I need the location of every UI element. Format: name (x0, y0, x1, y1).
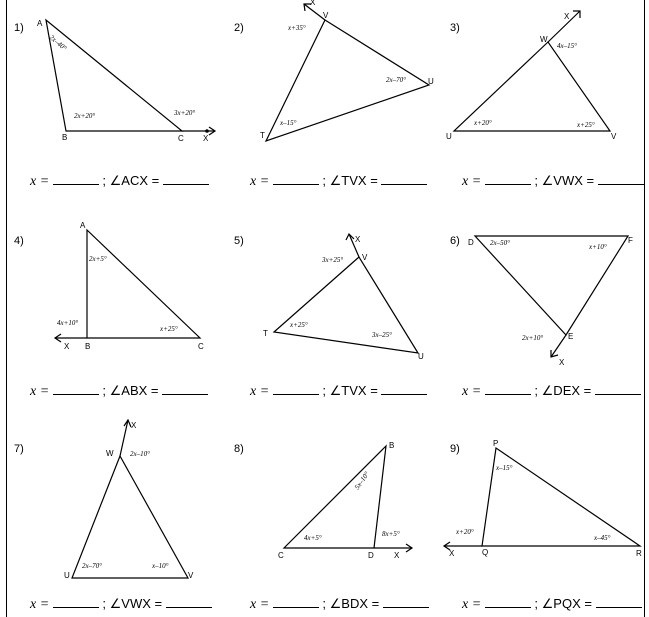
x-answer-blank[interactable] (53, 383, 99, 395)
vertex-A: A (80, 221, 86, 230)
vertex-E: E (568, 332, 574, 341)
angle-U-expression: 2x–70° (82, 562, 102, 570)
x-label: x = (250, 384, 270, 399)
vertex-D: D (368, 551, 374, 560)
vertex-V: V (362, 253, 368, 262)
vertex-U: U (418, 352, 424, 361)
triangle-diagram (432, 0, 644, 200)
vertex-W: W (106, 449, 114, 458)
angle-F-expression: x+10° (589, 243, 607, 251)
angle-A-expression: 2x–40° (47, 33, 69, 53)
angle-label: ; ∠TVX = (322, 383, 378, 398)
angle-P-expression: x–15° (496, 464, 513, 472)
angle-C-expression: 4x+5° (304, 534, 322, 542)
answer-line (250, 173, 427, 190)
problem-6 (432, 210, 644, 410)
triangle-diagram (216, 410, 432, 617)
triangle-diagram (432, 410, 644, 617)
vertex-C: C (278, 551, 284, 560)
angle-V-exterior-expression: 3x+25° (322, 256, 344, 264)
angle-R-expression: x–45° (594, 534, 611, 542)
vertex-A: A (37, 19, 43, 28)
angle-label: ; ∠VWX = (534, 173, 595, 188)
angle-B-expression: 5x–10° (353, 470, 372, 492)
angle-label: ; ∠PQX = (534, 596, 592, 611)
x-label: x = (462, 384, 482, 399)
angle-U-expression: x+20° (474, 119, 492, 127)
vertex-X: X (131, 421, 137, 430)
problem-number: 2) (234, 22, 244, 34)
vertex-R: R (636, 549, 642, 558)
angle-answer-blank[interactable] (381, 173, 427, 185)
vertex-W: W (540, 35, 548, 44)
vertex-X: X (564, 12, 570, 21)
answer-line (462, 596, 642, 613)
problem-number: 5) (234, 235, 244, 247)
problem-number: 3) (450, 22, 460, 34)
angle-V-expression: x+25° (577, 121, 595, 129)
vertex-Q: Q (482, 548, 489, 557)
problem-number: 9) (450, 443, 460, 455)
angle-answer-blank[interactable] (163, 173, 209, 185)
vertex-T: T (260, 131, 265, 140)
problem-number: 4) (14, 235, 24, 247)
x-label: x = (250, 174, 270, 189)
angle-V-expression: x–10° (152, 562, 169, 570)
angle-B-expression: 2x+20° (74, 112, 96, 120)
vertex-V: V (188, 571, 194, 580)
angle-answer-blank[interactable] (162, 383, 208, 395)
problem-4 (0, 210, 216, 410)
answer-line (30, 383, 208, 400)
angle-C-exterior-expression: 3x+20° (174, 109, 196, 117)
triangle-diagram (0, 0, 216, 200)
problem-number: 6) (450, 235, 460, 247)
angle-answer-blank[interactable] (598, 173, 644, 185)
vertex-T: T (263, 329, 268, 338)
answer-line (250, 383, 427, 400)
vertex-P: P (493, 439, 499, 448)
angle-W-exterior-expression: 2x–10° (130, 450, 150, 458)
angle-answer-blank[interactable] (383, 596, 429, 608)
angle-U-expression: 2x–70° (386, 76, 406, 84)
vertex-X: X (355, 235, 361, 244)
x-answer-blank[interactable] (273, 596, 319, 608)
answer-line (462, 173, 644, 190)
triangle-diagram (216, 210, 432, 410)
problem-number: 1) (14, 22, 24, 34)
angle-answer-blank[interactable] (595, 383, 641, 395)
angle-D-expression: 2x–50° (490, 239, 510, 247)
x-answer-blank[interactable] (53, 596, 99, 608)
angle-T-expression: x+25° (290, 321, 308, 329)
x-answer-blank[interactable] (53, 173, 99, 185)
vertex-X: X (449, 549, 455, 558)
x-answer-blank[interactable] (273, 383, 319, 395)
angle-answer-blank[interactable] (596, 596, 642, 608)
vertex-V: V (323, 11, 329, 20)
x-label: x = (30, 597, 50, 612)
x-label: x = (462, 174, 482, 189)
vertex-B: B (62, 133, 68, 142)
x-answer-blank[interactable] (273, 173, 319, 185)
vertex-X: X (559, 358, 565, 367)
vertex-U: U (446, 132, 452, 141)
answer-line (30, 173, 209, 190)
problem-1 (0, 0, 216, 200)
x-answer-blank[interactable] (485, 596, 531, 608)
x-label: x = (462, 597, 482, 612)
angle-label: ; ∠BDX = (322, 596, 380, 611)
x-answer-blank[interactable] (485, 383, 531, 395)
angle-label: ; ∠DEX = (534, 383, 592, 398)
problem-3 (432, 0, 644, 200)
vertex-X: X (64, 342, 70, 351)
vertex-X: X (203, 134, 209, 143)
triangle-diagram (0, 210, 216, 410)
angle-B-exterior-expression: 4x+10° (57, 319, 79, 327)
angle-W-exterior-expression: 4x–15° (557, 42, 577, 50)
problem-5 (216, 210, 432, 410)
vertex-X: X (394, 551, 400, 560)
angle-label: ; ∠ACX = (102, 173, 160, 188)
angle-T-expression: x–15° (280, 119, 297, 127)
angle-C-expression: x+25° (160, 325, 178, 333)
x-label: x = (30, 384, 50, 399)
angle-U-expression: 3x–25° (372, 331, 392, 339)
problem-7 (0, 410, 216, 617)
answer-line (30, 596, 212, 613)
triangle-diagram (0, 410, 216, 617)
triangle-diagram (432, 210, 644, 410)
vertex-B: B (389, 441, 395, 450)
x-label: x = (30, 174, 50, 189)
problem-number: 8) (234, 443, 244, 455)
angle-answer-blank[interactable] (166, 596, 212, 608)
angle-label: ; ∠TVX = (322, 173, 378, 188)
vertex-C: C (178, 134, 184, 143)
x-answer-blank[interactable] (485, 173, 531, 185)
answer-line (250, 596, 429, 613)
angle-V-exterior-expression: x+35° (288, 24, 306, 32)
angle-D-exterior-expression: 8x+5° (382, 530, 400, 538)
vertex-D: D (468, 238, 474, 247)
triangle-diagram (216, 0, 432, 200)
vertex-U: U (428, 77, 434, 86)
angle-A-expression: 2x+5° (89, 255, 107, 263)
vertex-U: U (64, 571, 70, 580)
angle-label: ; ∠ABX = (102, 383, 159, 398)
vertex-X: X (310, 0, 316, 7)
problem-2 (216, 0, 432, 200)
angle-label: ; ∠VWX = (102, 596, 163, 611)
problem-number: 7) (14, 443, 24, 455)
angle-Q-exterior-expression: x+20° (456, 528, 474, 536)
frame-right-border (644, 0, 645, 617)
vertex-B: B (85, 342, 91, 351)
problem-9 (432, 410, 644, 617)
angle-answer-blank[interactable] (381, 383, 427, 395)
vertex-V: V (611, 132, 617, 141)
x-label: x = (250, 597, 270, 612)
vertex-C: C (198, 342, 204, 351)
angle-E-exterior-expression: 2x+10° (522, 334, 544, 342)
vertex-F: F (628, 236, 633, 245)
problem-8 (216, 410, 432, 617)
answer-line (462, 383, 641, 400)
